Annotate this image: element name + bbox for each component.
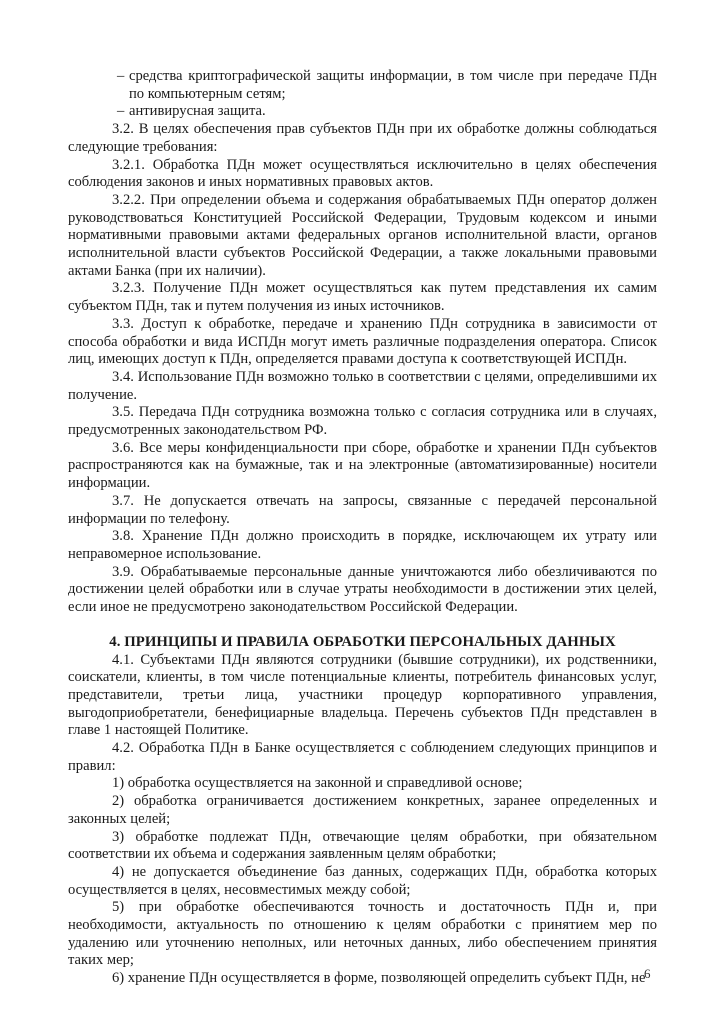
paragraph-3-7: 3.7. Не допускается отвечать на запросы, связанные с передачей персональной информации по телефону. [68,492,657,527]
dash-bullet: – [117,68,125,84]
paragraph-3-4: 3.4. Использование ПДн возможно только в соответствии с целями, определившими их получение. [68,368,657,403]
principle-item: 3) обработке подлежат ПДн, отвечающие целям обработки, при обязательном соответствии их объема и содержания заявленным целям обработки; [68,828,657,863]
paragraph-3-2: 3.2. В целях обеспечения прав субъектов ПДн при их обработке должны соблюдаться следующие требования: [68,121,657,155]
paragraph-3-2-1: 3.2.1. Обработка ПДн может осуществляться исключительно в целях обеспечения соблюдения законов и иных нормативных правовых актов. [68,156,657,191]
paragraph-3-3: 3.3. Доступ к обработке, передаче и хранению ПДн сотрудника в зависимости от способа обработки и вида ИСПДн могут иметь различные подразделения оператора. Список лиц, имеющих доступ к ПДн, определяется правами доступа к соответствующей ИСПДн. [68,315,657,368]
paragraph-3-9: 3.9. Обрабатываемые персональные данные уничтожаются либо обезличиваются по достижении целей обработки или в случае утраты необходимости в достижении этих целей, если иное не предусмотрено законодательством Российской Федерации. [68,563,657,616]
paragraph-3-8: 3.8. Хранение ПДн должно происходить в порядке, исключающем их утрату или неправомерное использование. [68,528,657,562]
principle-item: 4) не допускается объединение баз данных, содержащих ПДн, обработка которых осуществляется в целях, несовместимых между собой; [68,863,657,898]
paragraph-3-2-2: 3.2.2. При определении объема и содержания обрабатываемых ПДн оператор должен руководствоваться Конституцией Российской Федерации, Трудовым кодексом и иными нормативными правовыми актами федеральных органов исполнительной власти, органов исполнительной власти субъектов Российской Федерации, а также локальными правовыми актами Банка (при их наличии). [68,191,657,279]
principle-item: 5) при обработке обеспечиваются точность и достаточность ПДн и, при необходимости, актуальность по отношению к целям обработки с принятием мер по удалению или уточнению неполных, или неточных данных, либо обеспечением принятия таких мер; [68,899,657,969]
paragraph-4-2: 4.2. Обработка ПДн в Банке осуществляется с соблюдением следующих принципов и правил: [68,740,657,774]
paragraph-3-2-3: 3.2.3. Получение ПДн может осуществляться как путем представления их самим субъектом ПДн, так и путем получения из иных источников. [68,280,657,315]
principle-item: 2) обработка ограничивается достижением конкретных, заранее определенных и законных целей; [68,793,657,827]
paragraph-4-1: 4.1. Субъектами ПДн являются сотрудники (бывшие сотрудники), их родственники, соискатели, клиенты, в том числе потенциальные клиенты, потребитель финансовых услуг, представители, третьи лица, участники процедур корпоративного управления, выгодоприобретатели, бенефициарные владельца. Перечень субъектов ПДн представлен в главе 1 настоящей Политике. [68,651,657,739]
dash-bullet: – [117,103,125,120]
paragraph-3-6: 3.6. Все меры конфиденциальности при сборе, обработке и хранении ПДн субъектов распространяются как на бумажные, так и на электронные (автоматизированные) носители информации. [68,439,657,492]
paragraph-3-5: 3.5. Передача ПДн сотрудника возможна только с согласия сотрудника или в случаях, предусмотренных законодательством РФ. [68,404,657,439]
document-page [68,68,657,988]
list-item: – антивирусная защита. [117,103,266,120]
section-heading: 4. ПРИНЦИПЫ И ПРАВИЛА ОБРАБОТКИ ПЕРСОНАЛЬНЫХ ДАННЫХ [109,633,616,650]
page-number: 6 [644,966,651,981]
list-item: – средства криптографической защиты информации, в том числе при передаче ПДн по компьютерным сетям; [117,68,657,102]
principle-item: 1) обработка осуществляется на законной и справедливой основе; [112,775,523,792]
principle-item: 6) хранение ПДн осуществляется в форме, позволяющей определить субъект ПДн, не [112,970,646,987]
